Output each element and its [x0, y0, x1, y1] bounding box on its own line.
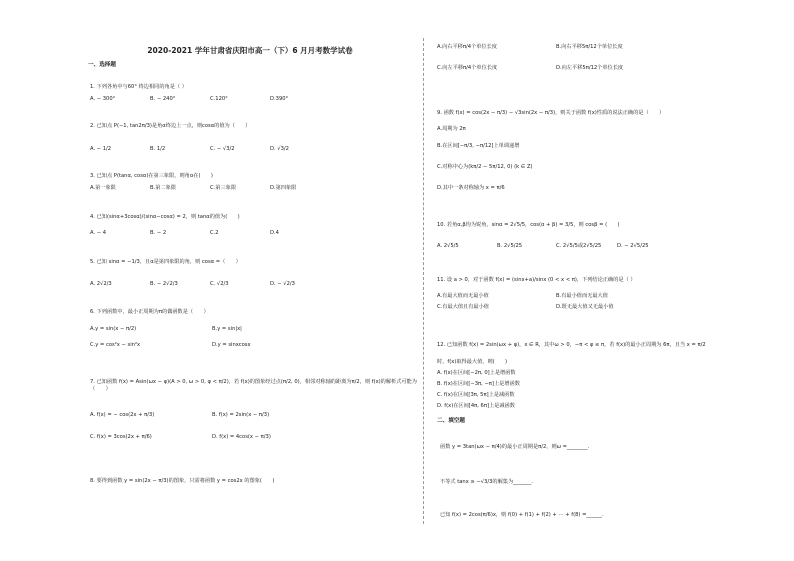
question-8: 8. 要得到函数 y = sin(2x − π/3)的图象，只需将函数 y = cos2x 的图象( ): [90, 478, 275, 484]
q2-option-b: B. 1/2: [150, 146, 166, 152]
fill-question-2: 不等式 tanx ≥ −√3/3的解集为_______.: [440, 479, 533, 485]
question-1: 1. 下列各角中与60° 终边相同的角是（ ）: [90, 84, 187, 90]
q12-option-b: B. f(x)在区间[−3π, −π]上是增函数: [437, 381, 520, 387]
q11-option-a: A.有最大值而无最小值: [437, 293, 489, 299]
q4-option-c: C.2: [210, 230, 219, 236]
q6-option-a: A.y = sin(x − π/2): [90, 326, 137, 332]
q10-option-a: A. 2√5/5: [437, 243, 459, 249]
q9-option-b: B.在区间[−π/3, −π/12]上单调递增: [437, 143, 520, 149]
question-12-line2: 时，f(x)取得最大值，则( ): [437, 359, 508, 365]
q8-option-d: D.向左平移5π/12个单位长度: [556, 65, 624, 71]
q6-option-c: C.y = cos²x − sin²x: [90, 342, 141, 348]
q9-option-d: D.其中一条对称轴为 x = π/6: [437, 185, 505, 191]
q10-option-c: C. 2√5/5或2√5/25: [556, 243, 602, 249]
q11-option-d: D.既无最大值又无最小值: [556, 304, 614, 310]
q7-option-d: D. f(x) = 4cos(x − π/3): [212, 434, 271, 440]
q10-option-b: B. 2√5/25: [497, 243, 523, 249]
q1-option-d: D.390°: [270, 96, 289, 102]
q10-option-d: D. − 2√5/25: [617, 243, 649, 249]
fill-question-3: 已知 f(x) = 2cos(π/6)x，则 f(0) + f(1) + f(2) + ⋯ + f(8) =______.: [440, 512, 604, 518]
question-5: 5. 已知 sinα = −1/3，且α是第四象限的角，则 cosα =（ ）: [90, 259, 241, 265]
q8-option-c: C.向左平移π/4个单位长度: [437, 65, 498, 71]
question-11: 11. 设 a > 0，对于函数 f(x) = (sinx+a)/sinx (0 < x < π)，下列结论正确的是（ ）: [437, 277, 636, 283]
exam-title: 2020-2021 学年甘肃省庆阳市高一（下）6 月月考数学试卷: [147, 46, 353, 55]
q6-option-b: B.y = sin|x|: [212, 326, 242, 332]
fill-question-1: 函数 y = 3tan(ωx − π/4)的最小正周期是π/2，则ω =________.: [440, 444, 590, 450]
q3-option-a: A.第一象限: [90, 185, 116, 191]
q11-option-c: C.有最大值且有最小值: [437, 304, 489, 310]
q11-option-b: B.有最小值而无最大值: [556, 293, 608, 299]
section-choice-heading: 一、选择题: [88, 62, 116, 68]
q7-option-b: B. f(x) = 2sin(x − π/3): [212, 412, 270, 418]
q4-option-a: A. − 4: [90, 230, 107, 236]
q3-option-b: B.第二象限: [150, 185, 176, 191]
q8-option-a: A.向右平移π/4个单位长度: [437, 44, 497, 50]
q7-option-c: C. f(x) = 3cos(2x + π/6): [90, 434, 152, 440]
q1-option-a: A. − 300°: [90, 96, 116, 102]
q9-option-a: A.周期为 2π: [437, 126, 466, 132]
question-4: 4. 已知(sinα+3cosα)/(sinα−cosα) = 2，则 tanα的值为( ): [90, 214, 240, 220]
section-fill-heading: 二、填空题: [437, 418, 465, 424]
q12-option-d: D. f(x)在区间[4π, 6π]上是减函数: [437, 403, 515, 409]
question-9: 9. 函数 f(x) = cos(2x − π/3) − √3sin(2x − π/3)，则关于函数 f(x)性质的说法正确的是（ ）: [437, 110, 665, 116]
q5-option-d: D. − √2/3: [270, 281, 295, 287]
question-12-line1: 12. 已知函数 f(x) = 2sin(ωx + φ)，x ∈ R，其中ω > 0，−π < φ ≤ π，若 f(x)的最小正周期为 6π，且当 x = π/2: [437, 342, 706, 348]
q7-option-a: A. f(x) = − cos(2x + π/3): [90, 412, 155, 418]
q6-option-d: D.y = sinxcosx: [212, 342, 251, 348]
q4-option-d: D.4: [270, 230, 279, 236]
question-7: 7. 已知函数 f(x) = Asin(ωx − φ)(A > 0, ω > 0, φ < π/2)，若 f(x)的图象经过点(π/2, 0)，相邻对称轴的距离为π/2，则 f(x)的解析式可能为（ ）: [90, 379, 417, 392]
q8-option-b: B.向右平移5π/12个单位长度: [556, 44, 623, 50]
q12-option-c: C. f(x)在区间[3π, 5π]上是减函数: [437, 392, 515, 398]
question-3: 3. 已知点 P(tanα, cosα)在第三象限，则角α在( ): [90, 173, 213, 179]
q12-option-a: A. f(x)在区间[−2π, 0]上是增函数: [437, 370, 516, 376]
q9-option-c: C.对称中心为(kπ/2 − 5π/12, 0) (k ∈ Z): [437, 164, 533, 170]
q1-option-b: B. − 240°: [150, 96, 176, 102]
q2-option-a: A. − 1/2: [90, 146, 112, 152]
q2-option-c: C. − √3/2: [210, 146, 235, 152]
q3-option-d: D.第四象限: [270, 185, 297, 191]
q5-option-b: B. − 2√2/3: [150, 281, 178, 287]
column-divider: [423, 38, 424, 524]
q5-option-c: C. √2/3: [210, 281, 229, 287]
q2-option-d: D. √3/2: [270, 146, 289, 152]
question-6: 6. 下列函数中，最小正周期为π的偶函数是（ ）: [90, 309, 209, 315]
q1-option-c: C.120°: [210, 96, 228, 102]
q3-option-c: C.第三象限: [210, 185, 237, 191]
question-10: 10. 若角α,β均为锐角，sinα = 2√5/5，cos(α + β) = 3/5，则 cosβ = ( ): [437, 222, 620, 228]
q5-option-a: A. 2√2/3: [90, 281, 112, 287]
q4-option-b: B. − 2: [150, 230, 167, 236]
question-2: 2. 已知点 P(−1, tan2π/3)是角α终边上一点，则cosα的值为（ ）: [90, 123, 251, 129]
